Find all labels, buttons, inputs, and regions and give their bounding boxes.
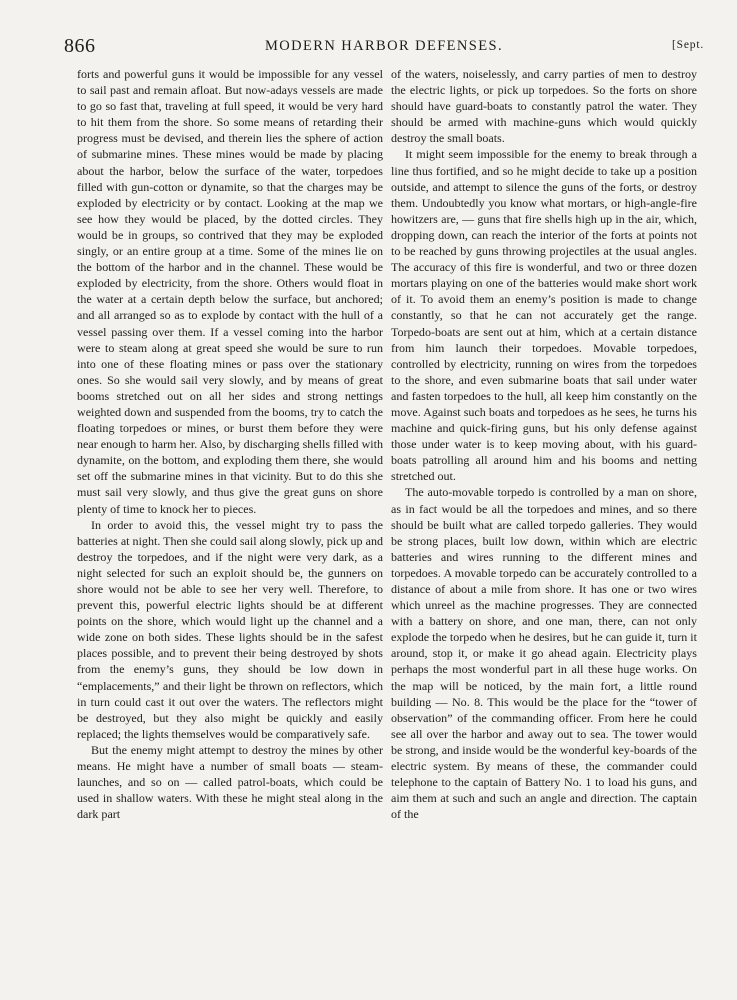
paragraph: The auto-movable torpedo is controlled by a man on shore, as in fact would be all the torpedoes and mines, and so there should be built what are called torpedo galleries. They would be strong places, built low down, within which are electric batteries and wires running to the different mines and torpedoes. A movable torpedo can be accurately controlled to a distance of about a mile from shore. It has one or two wires which unreel as the machine progresses. They are connected with a battery on shore, and one man, there, can not only explode the torpedo when he desires, but he can guide it, turn it around, stop it, or make it go ahead again. Electricity plays perhaps the most wonderful part in all these huge works. On the map will be noticed, by the main fort, a little round building — No. 8. This would be the place for the “tower of observation” of the commanding officer. From here he could see all over the harbor and away out to sea. The tower would be strong, and inside would be the wonderful key-boards of the electric system. By means of these, the commander could telephone to the captain of Battery No. 1 to load his guns, and aim them at such and such an angle and direction. The captain of the xyxy=(391,485,697,822)
paragraph: forts and powerful guns it would be impossible for any vessel to sail past and remain afloat. But now-adays vessels are made to go so fast that, traveling at full speed, it would be very hard to hit them from the shore. So some means of retarding their progress must be devised, and therein lies the sphere of action of submarine mines. These mines would be made by placing about the harbor, below the surface of the water, torpedoes filled with gun-cotton or dynamite, so that the charges may be exploded by electricity or by contact. Looking at the map we see how they would be placed, by the dotted circles. They would be in groups, so contrived that they may be exploded singly, or an entire group at a time. Some of the mines lie on the bottom of the harbor and in the channel. These would be exploded by electricity, from the shore. Others would float in the water at a certain depth below the surface, but anchored; and all arranged so as to explode by contact with the hull of a vessel passing over them. If a vessel coming into the harbor were to steam along at great speed she would be sure to run into one of these floating mines or pass over the stationary ones. So she would sail very slowly, and by means of great booms stretched out on all her sides and strong nettings weighted down and suspended from the booms, try to catch the floating torpedoes or mines, or burst them before they were near enough to harm her. Also, by discharging shells filled with dynamite, on the bottom, and exploding them there, she would set off the submarine mines in that vicinity. But to do this she must sail very slowly, and thus give the great guns on shore plenty of time to knock her to pieces. xyxy=(77,67,383,516)
paragraph: In order to avoid this, the vessel might try to pass the batteries at night. Then she could sail along slowly, pick up and destroy the torpedoes, and if the night were very dark, as a night selected for such an exploit should be, the gunners on shore would not be able to see her very well. Therefore, to prevent this, powerful electric lights should be at different points on the shore, which would light up the channel and a wide zone on both sides. These lights should be in the safest places possible, and to prevent their being destroyed by shots from the enemy’s guns, they should be low down in “emplacements,” and their light be thrown on reflectors, which in turn could cast it out over the waters. The reflectors might be destroyed, but they also might be quickly and easily replaced; the lights themselves would be comparatively safe. xyxy=(77,517,383,741)
paragraph: of the waters, noiselessly, and carry parties of men to destroy the electric lights, or pick up torpedoes. So the forts on shore should have guard-boats to constantly patrol the water. They should be armed with machine-guns which would quickly destroy the small boats. xyxy=(391,67,697,146)
month-label: [Sept. xyxy=(672,39,704,51)
page-number: 866 xyxy=(64,35,96,57)
paragraph: It might seem impossible for the enemy to break through a line thus fortified, and so he might decide to take up a position outside, and attempt to silence the guns of the forts, or destroy them. Undoubtedly you know what mortars, or high-angle-fire howitzers are, — guns that fire shells high up in the air, which, dropping down, can reach the interior of the forts at points not to be reached by guns throwing projectiles at the usual angles. The accuracy of this fire is wonderful, and two or three dozen mortars playing on one of the batteries would make short work of it. To avoid them an enemy’s position is made to change constantly, so that he can not accurately get the range. Torpedo-boats are sent out at him, which at a certain distance from him launch their torpedoes. Movable torpedoes, controlled by electricity, running on wires from the torpedoes to the shore, and even submarine boats that sail under water and fasten torpedoes to the hull, all keep him constantly on the move. Against such boats and torpedoes as he sees, he turns his machine and quick-firing guns, but his only defense against those under water is to keep moving about, with his guard-boats patrolling all around him and his booms and netting stretched out. xyxy=(391,147,697,484)
paragraph: But the enemy might attempt to destroy the mines by other means. He might have a number of small boats — steam-launches, and so on — called patrol-boats, which could be used in shallow waters. With these he might steal along in the dark part xyxy=(77,742,383,822)
right-column xyxy=(391,66,697,822)
running-header xyxy=(64,35,704,57)
left-column xyxy=(77,66,383,822)
running-title: MODERN HARBOR DEFENSES. xyxy=(264,38,504,54)
